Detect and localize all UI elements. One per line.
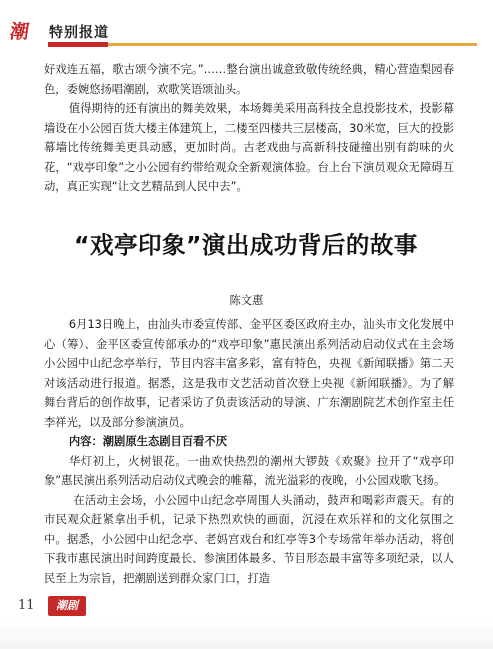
header-rule xyxy=(48,43,477,46)
magazine-logo: 潮 xyxy=(8,21,31,43)
intro-paragraph: 好戏连五福，歌古颂今演不完。”……整台演出诚意致敬传统经典，精心营造梨园春色，委婉悠扬唱潮剧，欢歌笑语颂汕头。 xyxy=(44,63,454,96)
section-title: 特别报道 xyxy=(49,25,109,41)
article-body xyxy=(44,315,454,588)
body-paragraph: 在活动主会场，小公园中山纪念亭周围人头涌动，鼓声和喝彩声震天。有的市民观众赶紧拿出手机，记录下热烈欢快的画面，沉浸在欢乐祥和的文化氛围之中。据悉，小公园中山纪念亭、老妈宫戏台和红亭等3个专场常年举办活动，将创下我市惠民演出时间跨度最长、参演团体最多、节目形态最丰富等多项纪录，以人民至上为宗旨，把潮剧送到群众家门口，打造 xyxy=(44,493,454,585)
footer-logo: 潮剧 xyxy=(48,596,86,616)
article-headline: “戏亭印象”演出成功背后的故事 xyxy=(74,231,418,259)
intro-text xyxy=(44,60,454,197)
page-number: 11 xyxy=(18,598,35,613)
body-paragraph: 华灯初上，火树银花。一曲欢快热烈的潮州大锣鼓《欢聚》拉开了“戏亭印象”惠民演出系列活动启动仪式晚会的帷幕，流光溢彩的夜晚，小公园戏歌飞扬。 xyxy=(44,454,454,487)
body-paragraph: 6月13日晚上，由汕头市委宣传部、金平区委区政府主办，汕头市文化发展中心（筹）、金平区委宣传部承办的“戏亭印象”惠民演出系列活动启动仪式在主会场小公园中山纪念亭举行，节目内容丰富多彩，富有特色，央视《新闻联播》第二天对该活动进行报道。据悉，这是我市文艺活动首次登上央视《新闻联播》。为了解舞台背后的创作故事，记者采访了负责该活动的导演、广东潮剧院艺术创作室主任李祥光，以及部分参演演员。 xyxy=(44,318,454,429)
article-author: 陈文惠 xyxy=(229,294,264,307)
page-header xyxy=(0,0,493,50)
footer-band xyxy=(0,620,493,649)
intro-paragraph: 值得期待的还有演出的舞美效果，本场舞美采用高科技全息投影技术，投影幕墙设在小公园百货大楼主体建筑上，二楼至四楼共三层楼高，30米宽，巨大的投影幕墙比传统舞美更具动感，更加时尚。古老戏曲与高新科技碰撞出别有韵味的火花，“戏亭印象”之小公园有约带给观众全新观演体验。台上台下演员观众无障碍互动，真正实现“让文艺精品到人民中去”。 xyxy=(44,102,454,193)
body-subheading: 内容：潮剧原生态剧目百看不厌 xyxy=(68,435,228,448)
